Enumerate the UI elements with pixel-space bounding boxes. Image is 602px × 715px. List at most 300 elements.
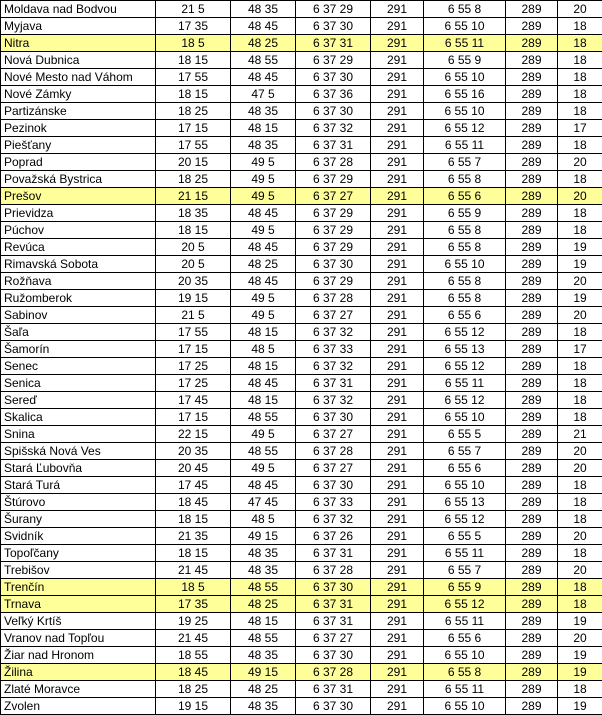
value-cell-b: 48 25 bbox=[231, 681, 296, 698]
value-cell-g: 19 bbox=[558, 256, 602, 273]
value-cell-g: 18 bbox=[558, 596, 602, 613]
value-cell-f: 289 bbox=[506, 290, 558, 307]
value-cell-a: 20 15 bbox=[156, 154, 231, 171]
value-cell-g: 21 bbox=[558, 426, 602, 443]
value-cell-d: 291 bbox=[371, 188, 424, 205]
value-cell-f: 289 bbox=[506, 69, 558, 86]
value-cell-c: 6 37 31 bbox=[296, 596, 371, 613]
value-cell-g: 18 bbox=[558, 375, 602, 392]
value-cell-f: 289 bbox=[506, 103, 558, 120]
value-cell-e: 6 55 11 bbox=[424, 137, 506, 154]
table-row bbox=[1, 443, 602, 460]
value-cell-d: 291 bbox=[371, 562, 424, 579]
value-cell-g: 18 bbox=[558, 545, 602, 562]
value-cell-f: 289 bbox=[506, 154, 558, 171]
value-cell-d: 291 bbox=[371, 35, 424, 52]
value-cell-e: 6 55 8 bbox=[424, 222, 506, 239]
value-cell-a: 21 15 bbox=[156, 188, 231, 205]
value-cell-e: 6 55 7 bbox=[424, 154, 506, 171]
value-cell-c: 6 37 29 bbox=[296, 239, 371, 256]
value-cell-b: 49 5 bbox=[231, 426, 296, 443]
value-cell-b: 48 15 bbox=[231, 120, 296, 137]
town-name-cell: Šurany bbox=[1, 511, 156, 528]
table-row bbox=[1, 613, 602, 630]
value-cell-f: 289 bbox=[506, 579, 558, 596]
value-cell-g: 18 bbox=[558, 324, 602, 341]
value-cell-b: 48 15 bbox=[231, 324, 296, 341]
value-cell-c: 6 37 29 bbox=[296, 1, 371, 18]
value-cell-g: 18 bbox=[558, 494, 602, 511]
value-cell-f: 289 bbox=[506, 562, 558, 579]
value-cell-d: 291 bbox=[371, 324, 424, 341]
value-cell-g: 17 bbox=[558, 341, 602, 358]
table-row bbox=[1, 358, 602, 375]
town-name-cell: Šaľa bbox=[1, 324, 156, 341]
value-cell-f: 289 bbox=[506, 698, 558, 715]
value-cell-c: 6 37 32 bbox=[296, 120, 371, 137]
value-cell-c: 6 37 30 bbox=[296, 256, 371, 273]
table-row bbox=[1, 222, 602, 239]
value-cell-a: 17 35 bbox=[156, 18, 231, 35]
value-cell-f: 289 bbox=[506, 205, 558, 222]
value-cell-e: 6 55 10 bbox=[424, 647, 506, 664]
value-cell-c: 6 37 30 bbox=[296, 103, 371, 120]
value-cell-f: 289 bbox=[506, 324, 558, 341]
value-cell-d: 291 bbox=[371, 86, 424, 103]
value-cell-c: 6 37 27 bbox=[296, 460, 371, 477]
value-cell-d: 291 bbox=[371, 579, 424, 596]
value-cell-b: 48 55 bbox=[231, 579, 296, 596]
town-name-cell: Vranov nad Topľou bbox=[1, 630, 156, 647]
value-cell-d: 291 bbox=[371, 205, 424, 222]
value-cell-f: 289 bbox=[506, 460, 558, 477]
table-row bbox=[1, 69, 602, 86]
value-cell-g: 18 bbox=[558, 52, 602, 69]
value-cell-a: 17 25 bbox=[156, 375, 231, 392]
town-name-cell: Myjava bbox=[1, 18, 156, 35]
value-cell-f: 289 bbox=[506, 120, 558, 137]
value-cell-d: 291 bbox=[371, 392, 424, 409]
value-cell-b: 49 5 bbox=[231, 290, 296, 307]
table-row bbox=[1, 341, 602, 358]
value-cell-b: 48 45 bbox=[231, 18, 296, 35]
value-cell-g: 19 bbox=[558, 698, 602, 715]
value-cell-e: 6 55 8 bbox=[424, 171, 506, 188]
value-cell-a: 17 35 bbox=[156, 596, 231, 613]
value-cell-g: 18 bbox=[558, 358, 602, 375]
table-row bbox=[1, 324, 602, 341]
value-cell-d: 291 bbox=[371, 613, 424, 630]
value-cell-c: 6 37 27 bbox=[296, 307, 371, 324]
value-cell-a: 17 45 bbox=[156, 477, 231, 494]
value-cell-f: 289 bbox=[506, 613, 558, 630]
value-cell-e: 6 55 6 bbox=[424, 460, 506, 477]
town-name-cell: Prievidza bbox=[1, 205, 156, 222]
value-cell-d: 291 bbox=[371, 426, 424, 443]
table-row bbox=[1, 307, 602, 324]
value-cell-a: 21 5 bbox=[156, 1, 231, 18]
town-name-cell: Rožňava bbox=[1, 273, 156, 290]
value-cell-g: 17 bbox=[558, 120, 602, 137]
table-row bbox=[1, 511, 602, 528]
value-cell-d: 291 bbox=[371, 375, 424, 392]
value-cell-f: 289 bbox=[506, 171, 558, 188]
value-cell-f: 289 bbox=[506, 477, 558, 494]
value-cell-g: 20 bbox=[558, 562, 602, 579]
value-cell-f: 289 bbox=[506, 188, 558, 205]
value-cell-a: 17 15 bbox=[156, 120, 231, 137]
town-name-cell: Snina bbox=[1, 426, 156, 443]
value-cell-d: 291 bbox=[371, 69, 424, 86]
value-cell-e: 6 55 6 bbox=[424, 630, 506, 647]
value-cell-e: 6 55 11 bbox=[424, 375, 506, 392]
value-cell-e: 6 55 5 bbox=[424, 426, 506, 443]
value-cell-b: 47 45 bbox=[231, 494, 296, 511]
value-cell-c: 6 37 28 bbox=[296, 443, 371, 460]
table-row bbox=[1, 528, 602, 545]
value-cell-e: 6 55 13 bbox=[424, 341, 506, 358]
value-cell-e: 6 55 9 bbox=[424, 52, 506, 69]
table-row bbox=[1, 477, 602, 494]
value-cell-b: 48 55 bbox=[231, 630, 296, 647]
value-cell-d: 291 bbox=[371, 477, 424, 494]
table-row bbox=[1, 18, 602, 35]
value-cell-a: 20 5 bbox=[156, 256, 231, 273]
value-cell-d: 291 bbox=[371, 256, 424, 273]
value-cell-c: 6 37 31 bbox=[296, 613, 371, 630]
value-cell-b: 48 35 bbox=[231, 647, 296, 664]
value-cell-e: 6 55 6 bbox=[424, 188, 506, 205]
table-row bbox=[1, 290, 602, 307]
table-row bbox=[1, 460, 602, 477]
value-cell-e: 6 55 8 bbox=[424, 239, 506, 256]
value-cell-b: 48 55 bbox=[231, 52, 296, 69]
value-cell-b: 48 25 bbox=[231, 35, 296, 52]
value-cell-a: 18 25 bbox=[156, 171, 231, 188]
value-cell-b: 48 25 bbox=[231, 596, 296, 613]
value-cell-d: 291 bbox=[371, 154, 424, 171]
value-cell-e: 6 55 13 bbox=[424, 494, 506, 511]
value-cell-d: 291 bbox=[371, 443, 424, 460]
value-cell-a: 18 15 bbox=[156, 511, 231, 528]
value-cell-g: 20 bbox=[558, 1, 602, 18]
value-cell-c: 6 37 28 bbox=[296, 562, 371, 579]
value-cell-d: 291 bbox=[371, 290, 424, 307]
town-name-cell: Púchov bbox=[1, 222, 156, 239]
value-cell-e: 6 55 10 bbox=[424, 103, 506, 120]
value-cell-b: 49 5 bbox=[231, 171, 296, 188]
value-cell-a: 18 15 bbox=[156, 545, 231, 562]
value-cell-d: 291 bbox=[371, 460, 424, 477]
value-cell-a: 17 15 bbox=[156, 409, 231, 426]
table-row bbox=[1, 103, 602, 120]
value-cell-c: 6 37 28 bbox=[296, 664, 371, 681]
value-cell-a: 18 35 bbox=[156, 205, 231, 222]
value-cell-f: 289 bbox=[506, 137, 558, 154]
value-cell-d: 291 bbox=[371, 528, 424, 545]
value-cell-f: 289 bbox=[506, 494, 558, 511]
value-cell-b: 48 15 bbox=[231, 392, 296, 409]
value-cell-e: 6 55 12 bbox=[424, 120, 506, 137]
value-cell-d: 291 bbox=[371, 630, 424, 647]
value-cell-b: 49 5 bbox=[231, 222, 296, 239]
town-name-cell: Zvolen bbox=[1, 698, 156, 715]
value-cell-b: 48 45 bbox=[231, 69, 296, 86]
value-cell-d: 291 bbox=[371, 18, 424, 35]
value-cell-b: 49 5 bbox=[231, 188, 296, 205]
value-cell-g: 18 bbox=[558, 392, 602, 409]
value-cell-d: 291 bbox=[371, 52, 424, 69]
value-cell-b: 48 45 bbox=[231, 273, 296, 290]
value-cell-d: 291 bbox=[371, 664, 424, 681]
value-cell-d: 291 bbox=[371, 239, 424, 256]
value-cell-e: 6 55 8 bbox=[424, 273, 506, 290]
value-cell-c: 6 37 29 bbox=[296, 171, 371, 188]
value-cell-c: 6 37 29 bbox=[296, 205, 371, 222]
value-cell-d: 291 bbox=[371, 511, 424, 528]
value-cell-c: 6 37 32 bbox=[296, 324, 371, 341]
value-cell-e: 6 55 10 bbox=[424, 477, 506, 494]
value-cell-g: 18 bbox=[558, 103, 602, 120]
value-cell-d: 291 bbox=[371, 171, 424, 188]
town-name-cell: Svidník bbox=[1, 528, 156, 545]
value-cell-a: 18 45 bbox=[156, 664, 231, 681]
value-cell-e: 6 55 12 bbox=[424, 392, 506, 409]
value-cell-g: 20 bbox=[558, 443, 602, 460]
value-cell-e: 6 55 11 bbox=[424, 613, 506, 630]
value-cell-c: 6 37 33 bbox=[296, 341, 371, 358]
value-cell-a: 22 15 bbox=[156, 426, 231, 443]
value-cell-d: 291 bbox=[371, 545, 424, 562]
value-cell-g: 20 bbox=[558, 154, 602, 171]
value-cell-e: 6 55 12 bbox=[424, 596, 506, 613]
table-row bbox=[1, 375, 602, 392]
value-cell-g: 20 bbox=[558, 460, 602, 477]
value-cell-e: 6 55 10 bbox=[424, 18, 506, 35]
town-name-cell: Veľký Krtíš bbox=[1, 613, 156, 630]
value-cell-a: 20 45 bbox=[156, 460, 231, 477]
value-cell-d: 291 bbox=[371, 647, 424, 664]
value-cell-a: 21 5 bbox=[156, 307, 231, 324]
value-cell-f: 289 bbox=[506, 443, 558, 460]
value-cell-a: 17 15 bbox=[156, 341, 231, 358]
value-cell-c: 6 37 30 bbox=[296, 579, 371, 596]
value-cell-c: 6 37 33 bbox=[296, 494, 371, 511]
value-cell-d: 291 bbox=[371, 341, 424, 358]
value-cell-b: 48 35 bbox=[231, 545, 296, 562]
table-row bbox=[1, 579, 602, 596]
table-row bbox=[1, 120, 602, 137]
value-cell-f: 289 bbox=[506, 341, 558, 358]
value-cell-b: 48 35 bbox=[231, 103, 296, 120]
value-cell-f: 289 bbox=[506, 18, 558, 35]
value-cell-a: 18 45 bbox=[156, 494, 231, 511]
value-cell-c: 6 37 29 bbox=[296, 222, 371, 239]
value-cell-d: 291 bbox=[371, 409, 424, 426]
value-cell-b: 48 35 bbox=[231, 1, 296, 18]
value-cell-b: 48 15 bbox=[231, 358, 296, 375]
value-cell-a: 21 35 bbox=[156, 528, 231, 545]
value-cell-a: 21 45 bbox=[156, 562, 231, 579]
value-cell-f: 289 bbox=[506, 273, 558, 290]
value-cell-a: 17 25 bbox=[156, 358, 231, 375]
value-cell-g: 18 bbox=[558, 171, 602, 188]
value-cell-b: 48 45 bbox=[231, 477, 296, 494]
town-name-cell: Žilina bbox=[1, 664, 156, 681]
town-name-cell: Stará Turá bbox=[1, 477, 156, 494]
table-row bbox=[1, 256, 602, 273]
town-name-cell: Pezinok bbox=[1, 120, 156, 137]
value-cell-a: 20 35 bbox=[156, 273, 231, 290]
value-cell-e: 6 55 7 bbox=[424, 443, 506, 460]
value-cell-d: 291 bbox=[371, 698, 424, 715]
value-cell-g: 20 bbox=[558, 307, 602, 324]
value-cell-d: 291 bbox=[371, 1, 424, 18]
value-cell-g: 20 bbox=[558, 273, 602, 290]
value-cell-f: 289 bbox=[506, 630, 558, 647]
table-row bbox=[1, 171, 602, 188]
town-name-cell: Revúca bbox=[1, 239, 156, 256]
table-row bbox=[1, 647, 602, 664]
table-row bbox=[1, 409, 602, 426]
table-row bbox=[1, 392, 602, 409]
value-cell-e: 6 55 6 bbox=[424, 307, 506, 324]
value-cell-g: 20 bbox=[558, 528, 602, 545]
value-cell-c: 6 37 32 bbox=[296, 392, 371, 409]
town-name-cell: Spišská Nová Ves bbox=[1, 443, 156, 460]
value-cell-f: 289 bbox=[506, 222, 558, 239]
table-row bbox=[1, 52, 602, 69]
value-cell-f: 289 bbox=[506, 86, 558, 103]
value-cell-b: 48 45 bbox=[231, 239, 296, 256]
value-cell-e: 6 55 11 bbox=[424, 35, 506, 52]
value-cell-e: 6 55 9 bbox=[424, 579, 506, 596]
value-cell-c: 6 37 30 bbox=[296, 477, 371, 494]
table-row bbox=[1, 205, 602, 222]
town-name-cell: Rimavská Sobota bbox=[1, 256, 156, 273]
town-name-cell: Skalica bbox=[1, 409, 156, 426]
town-name-cell: Prešov bbox=[1, 188, 156, 205]
value-cell-a: 19 15 bbox=[156, 290, 231, 307]
value-cell-e: 6 55 7 bbox=[424, 562, 506, 579]
value-cell-c: 6 37 27 bbox=[296, 630, 371, 647]
value-cell-c: 6 37 32 bbox=[296, 511, 371, 528]
value-cell-a: 18 55 bbox=[156, 647, 231, 664]
town-name-cell: Žiar nad Hronom bbox=[1, 647, 156, 664]
value-cell-c: 6 37 29 bbox=[296, 52, 371, 69]
value-cell-c: 6 37 26 bbox=[296, 528, 371, 545]
value-cell-f: 289 bbox=[506, 256, 558, 273]
value-cell-a: 20 5 bbox=[156, 239, 231, 256]
value-cell-a: 17 55 bbox=[156, 324, 231, 341]
value-cell-g: 18 bbox=[558, 86, 602, 103]
table-row bbox=[1, 239, 602, 256]
value-cell-f: 289 bbox=[506, 358, 558, 375]
value-cell-b: 49 5 bbox=[231, 307, 296, 324]
value-cell-c: 6 37 27 bbox=[296, 426, 371, 443]
value-cell-e: 6 55 12 bbox=[424, 324, 506, 341]
value-cell-e: 6 55 5 bbox=[424, 528, 506, 545]
value-cell-f: 289 bbox=[506, 307, 558, 324]
table-row bbox=[1, 35, 602, 52]
value-cell-g: 18 bbox=[558, 18, 602, 35]
value-cell-b: 48 25 bbox=[231, 256, 296, 273]
value-cell-f: 289 bbox=[506, 545, 558, 562]
value-cell-f: 289 bbox=[506, 528, 558, 545]
value-cell-f: 289 bbox=[506, 409, 558, 426]
value-cell-c: 6 37 30 bbox=[296, 409, 371, 426]
town-name-cell: Trenčín bbox=[1, 579, 156, 596]
value-cell-c: 6 37 31 bbox=[296, 375, 371, 392]
value-cell-c: 6 37 28 bbox=[296, 290, 371, 307]
value-cell-c: 6 37 31 bbox=[296, 137, 371, 154]
value-cell-a: 20 35 bbox=[156, 443, 231, 460]
value-cell-a: 18 15 bbox=[156, 86, 231, 103]
value-cell-g: 18 bbox=[558, 35, 602, 52]
value-cell-c: 6 37 36 bbox=[296, 86, 371, 103]
value-cell-f: 289 bbox=[506, 35, 558, 52]
table-row bbox=[1, 86, 602, 103]
value-cell-b: 49 5 bbox=[231, 460, 296, 477]
value-cell-a: 17 55 bbox=[156, 137, 231, 154]
table-row bbox=[1, 154, 602, 171]
table-row bbox=[1, 1, 602, 18]
value-cell-e: 6 55 9 bbox=[424, 205, 506, 222]
value-cell-e: 6 55 12 bbox=[424, 358, 506, 375]
value-cell-f: 289 bbox=[506, 1, 558, 18]
value-cell-g: 18 bbox=[558, 511, 602, 528]
value-cell-d: 291 bbox=[371, 137, 424, 154]
value-cell-f: 289 bbox=[506, 664, 558, 681]
value-cell-f: 289 bbox=[506, 647, 558, 664]
value-cell-b: 48 35 bbox=[231, 562, 296, 579]
town-name-cell: Topoľčany bbox=[1, 545, 156, 562]
value-cell-b: 48 55 bbox=[231, 409, 296, 426]
value-cell-f: 289 bbox=[506, 375, 558, 392]
table-row bbox=[1, 545, 602, 562]
value-cell-g: 18 bbox=[558, 205, 602, 222]
value-cell-e: 6 55 10 bbox=[424, 256, 506, 273]
value-cell-g: 20 bbox=[558, 188, 602, 205]
value-cell-c: 6 37 27 bbox=[296, 188, 371, 205]
value-cell-b: 47 5 bbox=[231, 86, 296, 103]
value-cell-b: 48 45 bbox=[231, 205, 296, 222]
value-cell-g: 19 bbox=[558, 647, 602, 664]
value-cell-f: 289 bbox=[506, 681, 558, 698]
value-cell-e: 6 55 8 bbox=[424, 290, 506, 307]
town-name-cell: Sereď bbox=[1, 392, 156, 409]
value-cell-a: 19 15 bbox=[156, 698, 231, 715]
table-row bbox=[1, 630, 602, 647]
value-cell-c: 6 37 30 bbox=[296, 647, 371, 664]
town-name-cell: Senica bbox=[1, 375, 156, 392]
town-name-cell: Šamorín bbox=[1, 341, 156, 358]
value-cell-e: 6 55 10 bbox=[424, 69, 506, 86]
town-name-cell: Piešťany bbox=[1, 137, 156, 154]
value-cell-g: 19 bbox=[558, 664, 602, 681]
value-cell-g: 18 bbox=[558, 681, 602, 698]
town-name-cell: Ružomberok bbox=[1, 290, 156, 307]
value-cell-b: 48 55 bbox=[231, 443, 296, 460]
town-name-cell: Nová Dubnica bbox=[1, 52, 156, 69]
value-cell-a: 17 45 bbox=[156, 392, 231, 409]
value-cell-a: 19 25 bbox=[156, 613, 231, 630]
value-cell-e: 6 55 8 bbox=[424, 1, 506, 18]
town-name-cell: Nové Mesto nad Váhom bbox=[1, 69, 156, 86]
value-cell-d: 291 bbox=[371, 103, 424, 120]
value-cell-f: 289 bbox=[506, 239, 558, 256]
value-cell-e: 6 55 8 bbox=[424, 664, 506, 681]
